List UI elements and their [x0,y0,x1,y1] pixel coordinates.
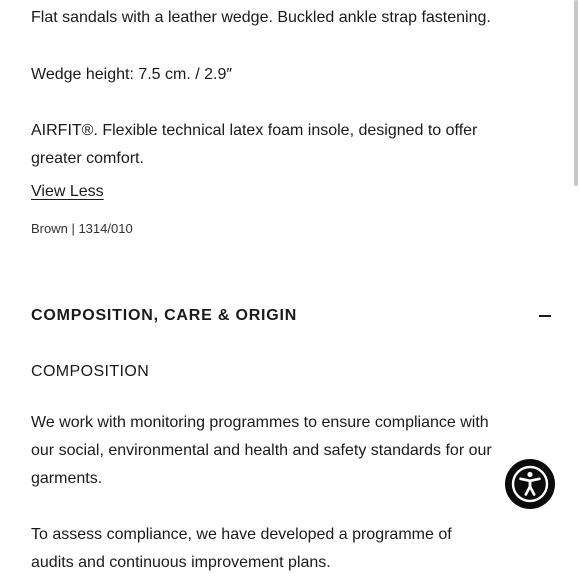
composition-paragraph-2-line-2: audits and continuous improvement plans. [31,554,331,571]
wedge-height-text: Wedge height: 7.5 cm. / 2.9″ [31,66,233,83]
composition-subheading: COMPOSITION [31,363,150,380]
airfit-text-line-2: greater comfort. [31,150,144,167]
composition-paragraph-2-line-1: To assess compliance, we have developed a programme of [31,526,452,543]
composition-paragraph-1-line-1: We work with monitoring programmes to ensure compliance with [31,414,489,431]
composition-paragraph-1-line-3: garments. [31,470,103,487]
product-description-text: Flat sandals with a leather wedge. Buckled ankle strap fastening. [31,9,491,26]
view-less-link[interactable]: View Less [31,183,104,200]
scrollbar[interactable] [574,0,578,186]
accessibility-icon [505,459,555,509]
composition-paragraph-1-line-2: our social, environmental and health and safety standards for our [31,442,492,459]
airfit-text-line-1: AIRFIT®. Flexible technical latex foam insole, designed to offer [31,122,478,139]
color-reference-text: Brown | 1314/010 [31,221,133,236]
composition-care-origin-header[interactable] [31,303,551,329]
section-title: COMPOSITION, CARE & ORIGIN [31,307,298,324]
accessibility-button[interactable] [505,459,555,509]
minus-icon[interactable] [539,315,551,317]
